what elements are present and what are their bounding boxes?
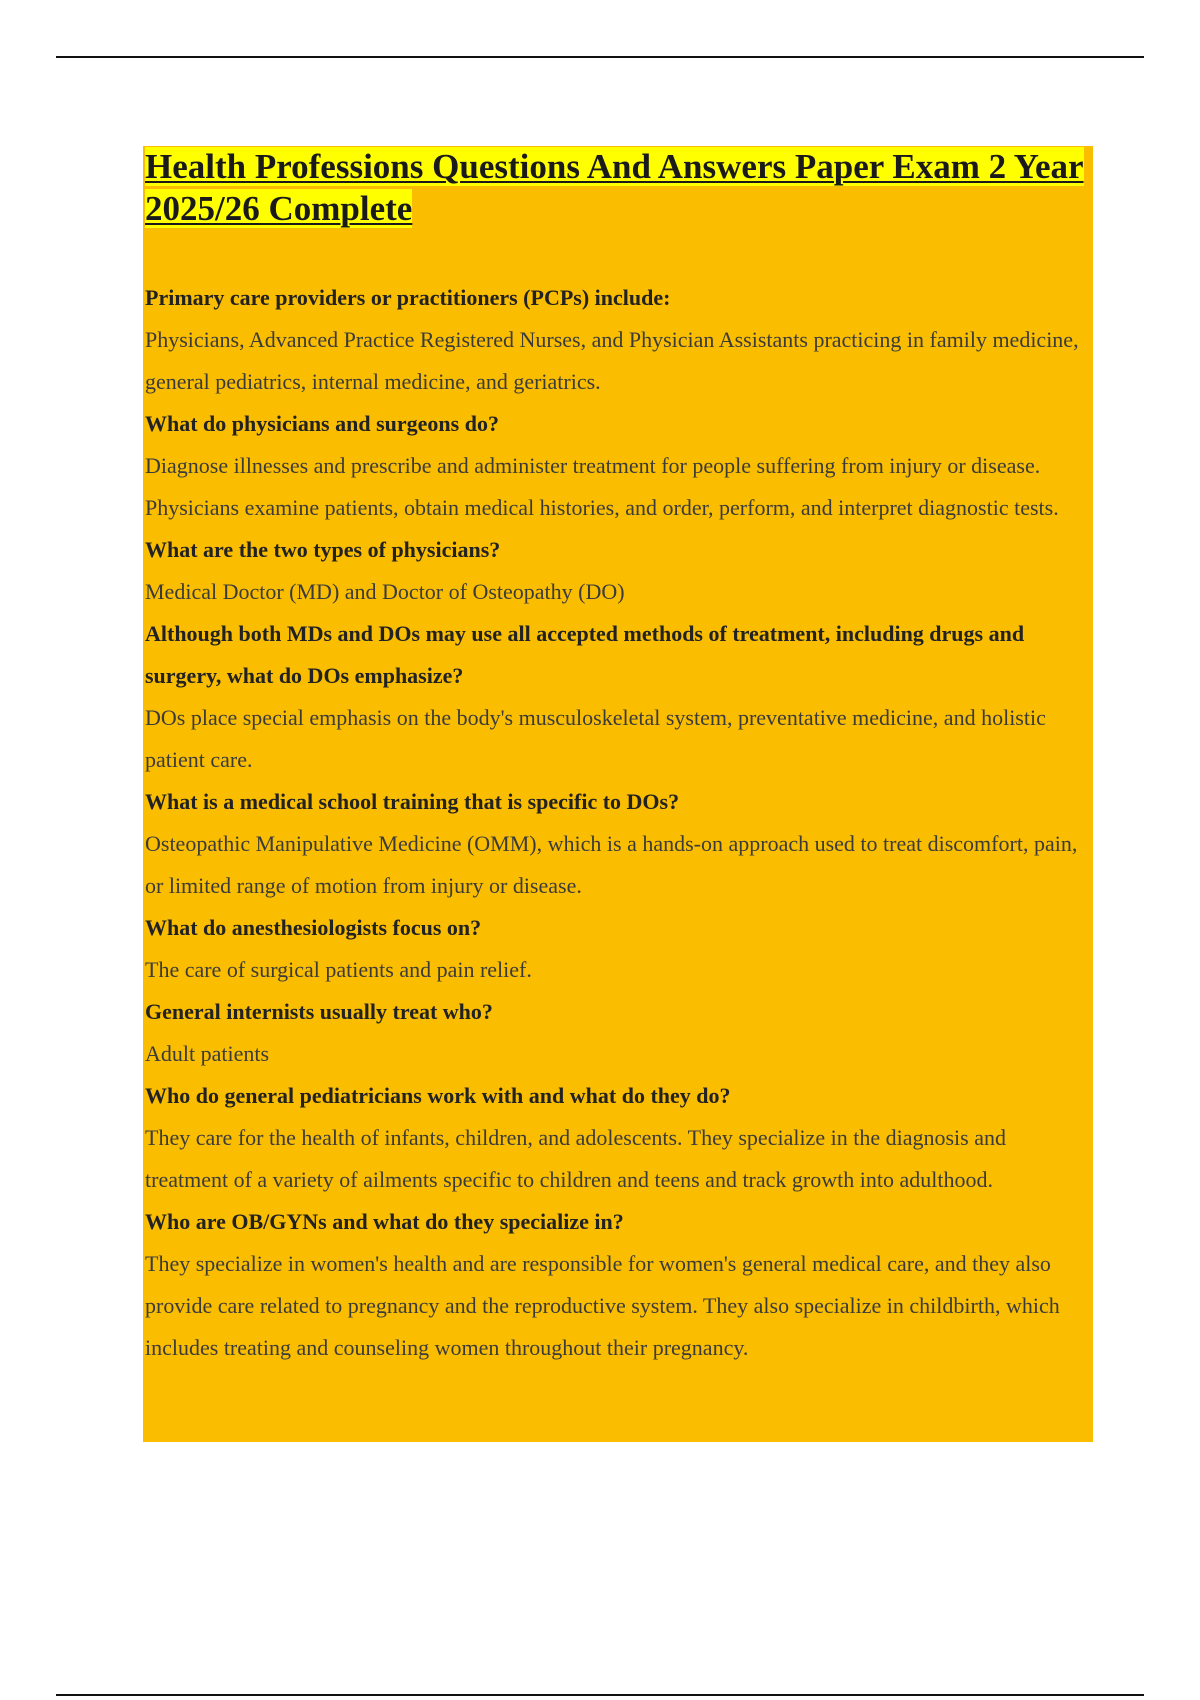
answer-6: The care of surgical patients and pain relief. bbox=[145, 957, 532, 982]
answer-5: Osteopathic Manipulative Medicine (OMM), which is a hands-on approach used to treat discomfort, pain, or limited range of motion from injury or disease. bbox=[145, 831, 1078, 898]
question-9: Who are OB/GYNs and what do they specialize in? bbox=[145, 1209, 624, 1234]
answer-8: They care for the health of infants, children, and adolescents. They specialize in the diagnosis and treatment of a variety of ailments specific to children and teens and track growth into adulthood. bbox=[145, 1125, 1006, 1192]
document-content bbox=[143, 146, 1093, 1442]
document-title bbox=[145, 146, 1093, 230]
answer-7: Adult patients bbox=[145, 1041, 270, 1066]
question-8: Who do general pediatricians work with and what do they do? bbox=[145, 1083, 731, 1108]
answer-3: Medical Doctor (MD) and Doctor of Osteopathy (DO) bbox=[145, 579, 625, 604]
answer-2: Diagnose illnesses and prescribe and administer treatment for people suffering from injury or disease. Physicians examine patients, obtain medical histories, and order, perform, and interpret diagnostic tests. bbox=[145, 453, 1059, 520]
qa-list bbox=[145, 277, 1093, 1369]
question-4: Although both MDs and DOs may use all accepted methods of treatment, including drugs and surgery, what do DOs emphasize? bbox=[145, 621, 1025, 688]
answer-9: They specialize in women's health and are responsible for women's general medical care, and they also provide care related to pregnancy and the reproductive system. They also specialize in childbirth, which includes treating and counseling women throughout their pregnancy. bbox=[145, 1251, 1060, 1360]
question-2: What do physicians and surgeons do? bbox=[145, 411, 499, 436]
answer-4: DOs place special emphasis on the body's musculoskeletal system, preventative medicine, and holistic patient care. bbox=[145, 705, 1046, 772]
question-1: Primary care providers or practitioners (PCPs) include: bbox=[145, 285, 671, 310]
bottom-rule bbox=[56, 1694, 1144, 1696]
question-5: What is a medical school training that is specific to DOs? bbox=[145, 789, 680, 814]
question-3: What are the two types of physicians? bbox=[145, 537, 501, 562]
answer-1: Physicians, Advanced Practice Registered Nurses, and Physician Assistants practicing in family medicine, general pediatrics, internal medicine, and geriatrics. bbox=[145, 327, 1079, 394]
question-6: What do anesthesiologists focus on? bbox=[145, 915, 482, 940]
question-7: General internists usually treat who? bbox=[145, 999, 493, 1024]
document-title-text: Health Professions Questions And Answers Paper Exam 2 Year 2025/26 Complete bbox=[145, 147, 1084, 228]
top-rule bbox=[56, 56, 1144, 58]
